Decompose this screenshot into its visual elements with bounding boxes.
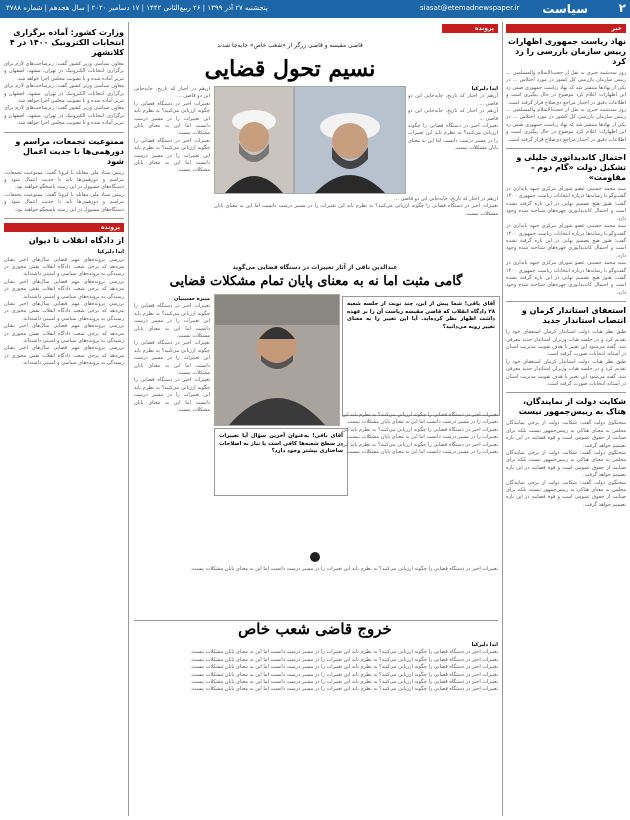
headline: ممنوعیت تجمعات، مراسم و دورهمی‌ها با جدیت اعمال شود	[15, 136, 124, 166]
byline: ایدا دلیرکیا	[471, 642, 498, 648]
byline: ایدا دلیرکیا	[471, 86, 498, 92]
article-body-continued: آن‌هم در اخبار که تاریخ، جابه‌جایی این دو قاضی ...	[408, 108, 498, 122]
interview-question: آقای باقی! شما پیش از این، چند نوبت از جلسه شعبه ۲۸ دادگاه انقلاب که قاضی مقیسه ریاست آن را بر عهده داشت اظهار نظر کرده‌اید. آیا این تغییر را به معنای تغییر رویه می‌دانید؟	[347, 301, 495, 330]
article-body: سخنگوی دولت گفت: شکایت دولت از برخی نمایندگان مجلس به معنای هتاکی به رییس‌جمهور نیست بلکه برای صیانت از حقوق عمومی است و قوه قضاییه در این باره تصمیم خواهد گرفت.	[506, 420, 626, 449]
article-body: آن‌هم در اخبار که تاریخ، جابه‌جایی این دو قاضی ...	[134, 86, 210, 100]
article-body: بررسی پرونده‌های مهم قضایی سال‌های اخیر نشان می‌دهد که برخی شعب دادگاه انقلاب نقش محوری در رسیدگی به پرونده‌های سیاسی و امنیتی داشته‌اند.	[4, 256, 124, 278]
portrait-image	[215, 295, 339, 425]
divider	[506, 392, 626, 393]
interview-author: منیژه حسینیان	[174, 296, 210, 302]
article-body-continued: بررسی پرونده‌های مهم قضایی سال‌های اخیر نشان می‌دهد که برخی شعب دادگاه انقلاب نقش محوری در رسیدگی به پرونده‌های سیاسی و امنیتی داشته‌اند.	[4, 278, 124, 300]
article-body-continued: تغییرات اخیر در دستگاه قضایی را چگونه ارزیابی می‌کنید؟ به نظرم باید این تغییرات را در مسیر درست دانست اما این به معنای پایان مشکلات نیست.	[134, 340, 210, 377]
judge-photo-1	[294, 86, 406, 194]
divider	[4, 132, 124, 133]
feature-tag: پرونده	[442, 24, 498, 33]
article-body-continued: معاون سیاسی وزیر کشور گفت: زیرساخت‌های لازم برای برگزاری انتخابات الکترونیک در تهران، مشهد، اصفهان و تبریز آماده شده و با تصویب مجلس اجرا خواهد شد.	[4, 105, 124, 127]
page-header: ۲ سیاست siasat@etemadnewspaper.ir پنجشنبه ۲۷ آذر ۱۳۹۹ | ۲۶ ربیع‌الثانی ۱۴۴۲ | ۱۷ دسامبر ۲۰۲۰ | سال هجدهم | شماره ۴۷۸۸	[0, 0, 630, 18]
article-body-continued: تغییرات اخیر در دستگاه قضایی را چگونه ارزیابی می‌کنید؟ به نظرم باید این تغییرات را در مسیر درست دانست اما این به معنای پایان مشکلات نیست.	[134, 100, 210, 137]
article-body-continued: تغییرات اخیر در دستگاه قضایی را چگونه ارزیابی می‌کنید؟ به نظرم باید این تغییرات را در مسیر درست دانست اما این به معنای پایان مشکلات نیست.	[190, 679, 498, 686]
headline: احتمال کاندیداتوری جلیلی و تشکیل دولت «گام دوم - مقاومت»	[516, 153, 626, 183]
article-body-continued: تغییرات اخیر در دستگاه قضایی را چگونه ارزیابی می‌کنید؟ به نظرم باید این تغییرات را در مسیر درست دانست اما این به معنای پایان مشکلات نیست.	[342, 426, 498, 441]
section-emblem-icon	[310, 552, 320, 562]
headline: شکایت دولت از نمایندگان، هتاک به رییس‌جمهور نیست	[518, 397, 626, 417]
feature-title: نسیم تحول قضایی	[204, 56, 376, 82]
portrait-image	[215, 87, 293, 193]
section-tag: خبر	[506, 24, 626, 33]
article-body-continued: سید محمد حسینی عضو شورای مرکزی جبهه پایداری در گفت‌وگو با رسانه‌ها درباره انتخابات ریاست جمهوری ۱۴۰۰ گفت: هنوز هیچ تصمیم نهایی در این باره گرفته نشده است و احتمال کاندیداتوری چهره‌های شناخته شده وجود دارد.	[506, 223, 626, 259]
article-body-continued: سید محمد حسینی عضو شورای مرکزی جبهه پایداری در گفت‌وگو با رسانه‌ها درباره انتخابات ریاست جمهوری ۱۴۰۰ گفت: هنوز هیچ تصمیم نهایی در این باره گرفته نشده است و احتمال کاندیداتوری چهره‌های شناخته شده وجود دارد.	[506, 260, 626, 296]
interview-closing	[134, 566, 498, 612]
article-body: معاون سیاسی وزیر کشور گفت: زیرساخت‌های لازم برای برگزاری انتخابات الکترونیک در تهران، مشهد، اصفهان و تبریز آماده شده و با تصویب مجلس اجرا خواهد شد.	[4, 61, 124, 82]
article-body: تغییرات اخیر در دستگاه قضایی را چگونه ارزیابی می‌کنید؟ به نظرم باید این تغییرات را در مسیر درست دانست اما این به معنای پایان مشکلات نیست.	[342, 412, 498, 426]
headline: نهاد ریاست جمهوری اظهارات رییس سازمان بازرسی را رد کرد	[507, 37, 626, 66]
interview-question-box-2	[214, 428, 348, 496]
byline: ایدا دلیرکیا	[97, 249, 124, 256]
bottom-article-body	[134, 642, 498, 816]
article-body-continued: تغییرات اخیر در دستگاه قضایی را چگونه ارزیابی می‌کنید؟ به نظرم باید این تغییرات را در مسیر درست دانست اما این به معنای پایان مشکلات نیست.	[190, 671, 498, 678]
feature-left-column	[134, 86, 210, 266]
article-body-continued: معاون سیاسی وزیر کشور گفت: زیرساخت‌های لازم برای برگزاری انتخابات الکترونیک در تهران، مشهد، اصفهان و تبریز آماده شده و با تصویب مجلس اجرا خواهد شد.	[4, 83, 124, 105]
interview-lead: عبدالدین باقی از آثار تغییرات در دستگاه قضایی می‌گوید	[232, 264, 398, 271]
interview-title: گامی مثبت اما نه به معنای پایان تمام مشکلات قضایی	[169, 274, 463, 289]
article-body-continued: تغییرات اخیر در دستگاه قضایی را چگونه ارزیابی می‌کنید؟ به نظرم باید این تغییرات را در مسیر درست دانست اما این به معنای پایان مشکلات نیست.	[342, 441, 498, 456]
side-news-column	[4, 24, 124, 816]
page-number: ۲	[618, 1, 626, 15]
article-body-continued: سخنگوی دولت گفت: شکایت دولت از برخی نمایندگان مجلس به معنای هتاکی به رییس‌جمهور نیست بلکه برای صیانت از حقوق عمومی است و قوه قضاییه در این باره تصمیم خواهد گرفت.	[506, 479, 626, 508]
column-divider	[128, 22, 129, 816]
article-body: روز سه‌شنبه خبری به نقل از حجت‌الاسلام و‌المسلمین ... رییس سازمان بازرسی کل کشور در مورد اختلاس ... در یکی از نهادها منتشر شد که نهاد ریاست جمهوری ضمن رد این اظهارات اعلام کرد موضوع در حال پیگیری است و اطلاعات دقیق در اختیار مراجع ذی‌صلاح قرار گرفته است.	[506, 70, 626, 106]
article-body-continued: بررسی پرونده‌های مهم قضایی سال‌های اخیر نشان می‌دهد که برخی شعب دادگاه انقلاب نقش محوری در رسیدگی به پرونده‌های سیاسی و امنیتی داشته‌اند.	[4, 345, 124, 367]
section-title: سیاست	[542, 2, 588, 16]
article-body: تغییرات اخیر در دستگاه قضایی را چگونه ارزیابی می‌کنید؟ به نظرم باید این تغییرات را در مسیر درست دانست اما این به معنای پایان مشکلات نیست.	[134, 303, 210, 340]
interview-question: آقای باقی! به‌عنوان آخرین سؤال آیا تغییرات در سطح شعبه‌ها کافی است یا نیاز به اصلاحات ساختاری بیشتر وجود دارد؟	[219, 433, 343, 455]
article-body-continued: تغییرات اخیر در دستگاه قضایی را چگونه ارزیابی می‌کنید؟ به نظرم باید این تغییرات را در مسیر درست دانست اما این به معنای پایان مشکلات نیست.	[190, 686, 498, 693]
judge-photo-2	[214, 86, 294, 194]
article-body: تغییرات اخیر در دستگاه قضایی را چگونه ارزیابی می‌کنید؟ به نظرم باید این تغییرات را در مسیر درست دانست اما این به معنای پایان مشکلات نیست.	[190, 649, 498, 656]
article-body-continued: تغییرات اخیر در دستگاه قضایی را چگونه ارزیابی می‌کنید؟ به نظرم باید این تغییرات را در مسیر درست دانست اما این به معنای پایان مشکلات نیست.	[214, 203, 498, 217]
article-body: سید محمد حسینی عضو شورای مرکزی جبهه پایداری در گفت‌وگو با رسانه‌ها درباره انتخابات ریاست جمهوری ۱۴۰۰ گفت: هنوز هیچ تصمیم نهایی در این باره گرفته نشده است و احتمال کاندیداتوری چهره‌های شناخته شده وجود دارد.	[506, 186, 626, 222]
article-body-continued: تغییرات اخیر در دستگاه قضایی را چگونه ارزیابی می‌کنید؟ به نظرم باید این تغییرات را در مسیر درست دانست اما این به معنای پایان مشکلات نیست.	[134, 377, 210, 414]
dateline: پنجشنبه ۲۷ آذر ۱۳۹۹ | ۲۶ ربیع‌الثانی ۱۴۴۲ | ۱۷ دسامبر ۲۰۲۰ | سال هجدهم | شماره ۴۷۸۸	[6, 4, 268, 12]
news-briefs-column	[506, 24, 626, 816]
feature-tag-wrap	[442, 24, 498, 36]
article-body-continued: سخنگوی دولت گفت: شکایت دولت از برخی نمایندگان مجلس به معنای هتاکی به رییس‌جمهور نیست بلکه برای صیانت از حقوق عمومی است و قوه قضاییه در این باره تصمیم خواهد گرفت.	[506, 450, 626, 479]
article-body-continued: بررسی پرونده‌های مهم قضایی سال‌های اخیر نشان می‌دهد که برخی شعب دادگاه انقلاب نقش محوری در رسیدگی به پرونده‌های سیاسی و امنیتی داشته‌اند.	[4, 300, 124, 322]
headline: وزارت کشور: آماده برگزاری انتخابات الکترونیک ۱۴۰۰ در ۴ کلانشهر	[9, 28, 124, 57]
column-divider	[502, 22, 503, 816]
interviewee-photo	[214, 294, 340, 426]
feature-continuation	[214, 196, 498, 256]
article-body: رییس ستاد ملی مقابله با کرونا گفت: ممنوعیت تجمعات، مراسم و دورهمی‌ها باید با جدیت اعمال شود و دستگاه‌های مسوول در این زمینه پاسخگو خواهند بود.	[4, 169, 124, 191]
interview-question-box-1	[342, 296, 500, 416]
article-body-continued: تغییرات اخیر در دستگاه قضایی را چگونه ارزیابی می‌کنید؟ به نظرم باید این تغییرات را در مسیر درست دانست اما این به معنای پایان مشکلات نیست.	[408, 123, 498, 152]
article-body: تغییرات اخیر در دستگاه قضایی را چگونه ارزیابی می‌کنید؟ به نظرم باید این تغییرات را در مسیر درست دانست اما این به معنای پایان مشکلات نیست.	[190, 566, 498, 572]
divider	[506, 301, 626, 302]
article-body: آن‌هم در اخبار که تاریخ، جابه‌جایی این دو قاضی ...	[394, 196, 498, 202]
article-body-continued: روز سه‌شنبه خبری به نقل از حجت‌الاسلام و‌المسلمین ... رییس سازمان بازرسی کل کشور در مورد اختلاس ... در یکی از نهادها منتشر شد که نهاد ریاست جمهوری ضمن رد این اظهارات اعلام کرد موضوع در حال پیگیری است و اطلاعات دقیق در اختیار مراجع ذی‌صلاح قرار گرفته است.	[506, 107, 626, 143]
divider	[506, 148, 626, 149]
article-body-continued: طبق نظر هیات دولت استاندار کرمان استعفای خود را تقدیم کرد و در جلسه هیات وزیران استاندار جدید معرفی شد. گفته می‌شود این تغییر با هدف تقویت مدیریت استان در آستانه انتخابات صورت گرفته است.	[506, 358, 626, 387]
article-body-continued: تغییرات اخیر در دستگاه قضایی را چگونه ارزیابی می‌کنید؟ به نظرم باید این تغییرات را در مسیر درست دانست اما این به معنای پایان مشکلات نیست.	[134, 137, 210, 174]
article-body: آن‌هم در اخبار که تاریخ، جابه‌جایی این دو قاضی ...	[408, 93, 498, 107]
interview-column-left	[134, 296, 210, 474]
headline: از دادگاه انقلاب تا دیوان	[28, 236, 124, 246]
article-body-continued: تغییرات اخیر در دستگاه قضایی را چگونه ارزیابی می‌کنید؟ به نظرم باید این تغییرات را در مسیر درست دانست اما این به معنای پایان مشکلات نیست.	[190, 664, 498, 671]
article-body-continued: رییس ستاد ملی مقابله با کرونا گفت: ممنوعیت تجمعات، مراسم و دورهمی‌ها باید با جدیت اعمال شود و دستگاه‌های مسوول در این زمینه پاسخگو خواهند بود.	[4, 191, 124, 213]
section-tag: پرونده	[4, 223, 124, 232]
divider	[4, 218, 124, 219]
article-body: طبق نظر هیات دولت استاندار کرمان استعفای خود را تقدیم کرد و در جلسه هیات وزیران استاندار جدید معرفی شد. گفته می‌شود این تغییر با هدف تقویت مدیریت استان در آستانه انتخابات صورت گرفته است.	[506, 329, 626, 358]
bottom-article-title: خروج قاضی شعب خاص	[238, 620, 392, 638]
article-body-continued: بررسی پرونده‌های مهم قضایی سال‌های اخیر نشان می‌دهد که برخی شعب دادگاه انقلاب نقش محوری در رسیدگی به پرونده‌های سیاسی و امنیتی داشته‌اند.	[4, 323, 124, 344]
portrait-image	[295, 87, 405, 193]
article-body-continued: تغییرات اخیر در دستگاه قضایی را چگونه ارزیابی می‌کنید؟ به نظرم باید این تغییرات را در مسیر درست دانست اما این به معنای پایان مشکلات نیست.	[190, 656, 498, 663]
headline: استعفای استاندار کرمان و انتصاب استاندار جدید	[521, 306, 626, 326]
interview-column-right	[342, 412, 498, 552]
feature-intro-column	[408, 86, 498, 206]
feature-kicker: قاضی مقیسه و قاضی زرگر از «شعب خاص» جابه‌جا شدند	[217, 42, 363, 49]
